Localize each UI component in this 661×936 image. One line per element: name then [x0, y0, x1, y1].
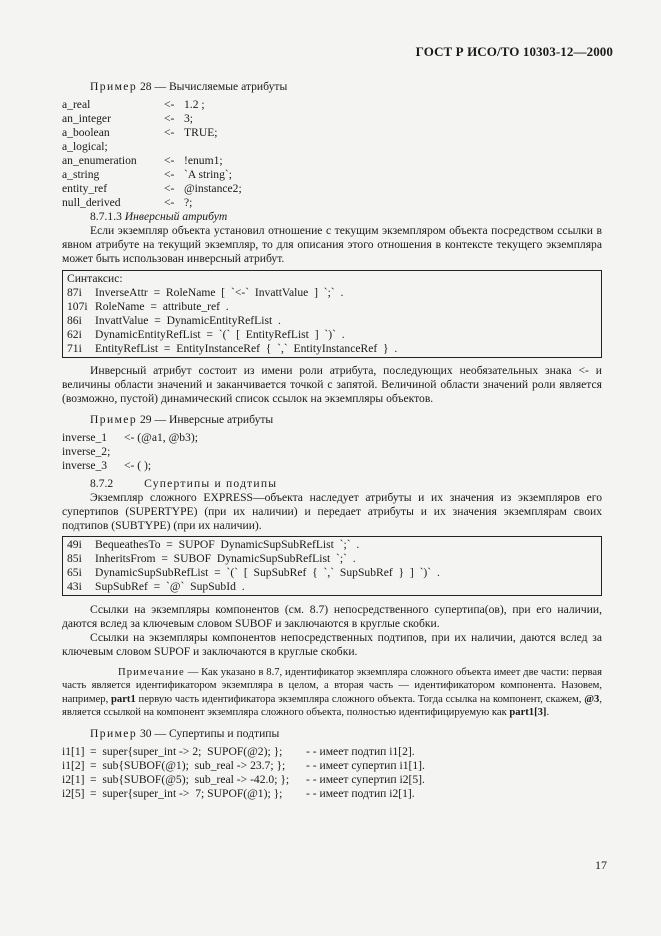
- attr-row: entity_ref <- @instance2;: [62, 182, 242, 195]
- attr-row: a_logical;: [62, 140, 108, 153]
- syntax-rule: 62i DynamicEntityRefList = `(` [ EntityRefList ] `)` .: [67, 328, 345, 341]
- syntax-rule: 43i SupSubRef = `@` SupSubId .: [67, 580, 245, 593]
- inverse-row: inverse_3 <- ( );: [62, 459, 152, 472]
- section-heading-8-7-2: 8.7.2 Супертипы и подтипы: [90, 477, 278, 490]
- attr-row: a_string <- `A string`;: [62, 168, 232, 181]
- paragraph: Ссылки на экземпляры компонентов (см. 8.7) непосредственного супертипа(ов), при его наличии, даются вслед за ключевым словом SUBOF и заключаются в круглые скобки.: [62, 603, 602, 630]
- syntax-label: Синтаксис:: [67, 272, 123, 285]
- inverse-row: inverse_2;: [62, 445, 111, 458]
- paragraph: Экземпляр сложного EXPRESS—объекта наследует атрибуты и их значения из экземпляров его супертипов (SUPERTYPE) (при их наличии) и передает атрибуты и их значения экземплярам своих подтипов (SUBTYPE) (при их наличии).: [62, 491, 602, 532]
- page-number: 17: [595, 858, 607, 872]
- supsub-row: i2[1] = sub{SUBOF(@5); sub_real -> -42.0; }; - - имеет супертип i2[5].: [62, 772, 425, 786]
- example-29-caption: [90, 413, 602, 427]
- supsub-row: i1[1] = super{super_int -> 2; SUPOF(@2); }; - - имеет подтип i1[2].: [62, 744, 415, 758]
- syntax-box: [62, 536, 602, 596]
- example-title: 28 — Вычисляемые атрибуты: [137, 80, 288, 93]
- derived-attributes-list: [62, 98, 602, 210]
- section-heading-8-7-1-3: 8.7.1.3 Инверсный атрибут: [90, 210, 228, 223]
- inverse-row: inverse_1 <- (@a1, @b3);: [62, 431, 198, 444]
- attr-row: an_integer <- 3;: [62, 112, 194, 125]
- example-title: 30 — Супертипы и подтипы: [137, 726, 280, 740]
- syntax-rule: 65i DynamicSupSubRefList = `(` [ SupSubRef { `,` SupSubRef } ] `)` .: [67, 566, 440, 579]
- note: Примечание — Как указано в 8.7, идентификатор экземпляра сложного объекта имеет две части: первая часть является идентификатором экземпляра в целом, а вторая часть — идентификатором компонента. Назовем, например, part1 первую часть идентификатора экземпляра сложного объекта. Тогда ссылка на компонент, скажем, @3, является ссылкой на компонент экземпляра сложного объекта, полностью идентифицируемую как part1[3].: [62, 667, 602, 719]
- supsub-examples: [62, 745, 602, 801]
- paragraph: Инверсный атрибут состоит из имени роли атрибута, последующих необязательных знака <- и величины области значений и заканчивается точкой с запятой. Величиной области значений роли является (возможно, пустой) динамический список ссылок на экземпляры объектов.: [62, 364, 602, 405]
- example-title: 29 — Инверсные атрибуты: [137, 413, 274, 426]
- supsub-row: i1[2] = sub{SUBOF(@1); sub_real -> 23.7; }; - - имеет супертип i1[1].: [62, 758, 425, 772]
- attr-row: null_derived <- ?;: [62, 196, 193, 209]
- note-label: Примечание: [118, 667, 185, 678]
- syntax-rule: 107i RoleName = attribute_ref .: [67, 300, 229, 313]
- page-content: [62, 80, 602, 801]
- paragraph: Если экземпляр объекта установил отношение с текущим экземпляром объекта посредством ссылки в явном атрибуте на текущий экземпляр, то для описания этого отношения в контексте текущего экземпляра может быть использован инверсный атрибут.: [62, 224, 602, 265]
- syntax-rule: 87i InverseAttr = RoleName [ `<-` InvattValue ] `;` .: [67, 286, 344, 299]
- example-label: Пример: [90, 80, 138, 93]
- syntax-rule: 71i EntityRefList = EntityInstanceRef { `,` EntityInstanceRef } .: [67, 342, 398, 355]
- page-header: ГОСТ Р ИСО/ТО 10303-12—2000: [415, 44, 613, 59]
- inverse-attributes-list: [62, 431, 602, 473]
- example-28-caption: [90, 80, 602, 94]
- example-label: Пример: [90, 413, 138, 426]
- supsub-row: i2[5] = super{super_int -> 7; SUPOF(@1); }; - - имеет подтип i2[1].: [62, 786, 415, 800]
- example-label: Пример: [90, 726, 138, 740]
- attr-row: a_real <- 1.2 ;: [62, 98, 205, 111]
- syntax-rule: 85i InheritsFrom = SUBOF DynamicSupSubRefList `;` .: [67, 552, 356, 565]
- paragraph: Ссылки на экземпляры компонентов непосредственных подтипов, при их наличии, даются вслед за ключевым словом SUPOF и заключаются в круглые скобки.: [62, 631, 602, 658]
- syntax-box: [62, 270, 602, 358]
- example-30-caption: [90, 727, 602, 741]
- syntax-rule: 49i BequeathesTo = SUPOF DynamicSupSubRefList `;` .: [67, 538, 360, 551]
- attr-row: a_boolean <- TRUE;: [62, 126, 218, 139]
- syntax-rule: 86i InvattValue = DynamicEntityRefList .: [67, 314, 281, 327]
- attr-row: an_enumeration <- !enum1;: [62, 154, 223, 167]
